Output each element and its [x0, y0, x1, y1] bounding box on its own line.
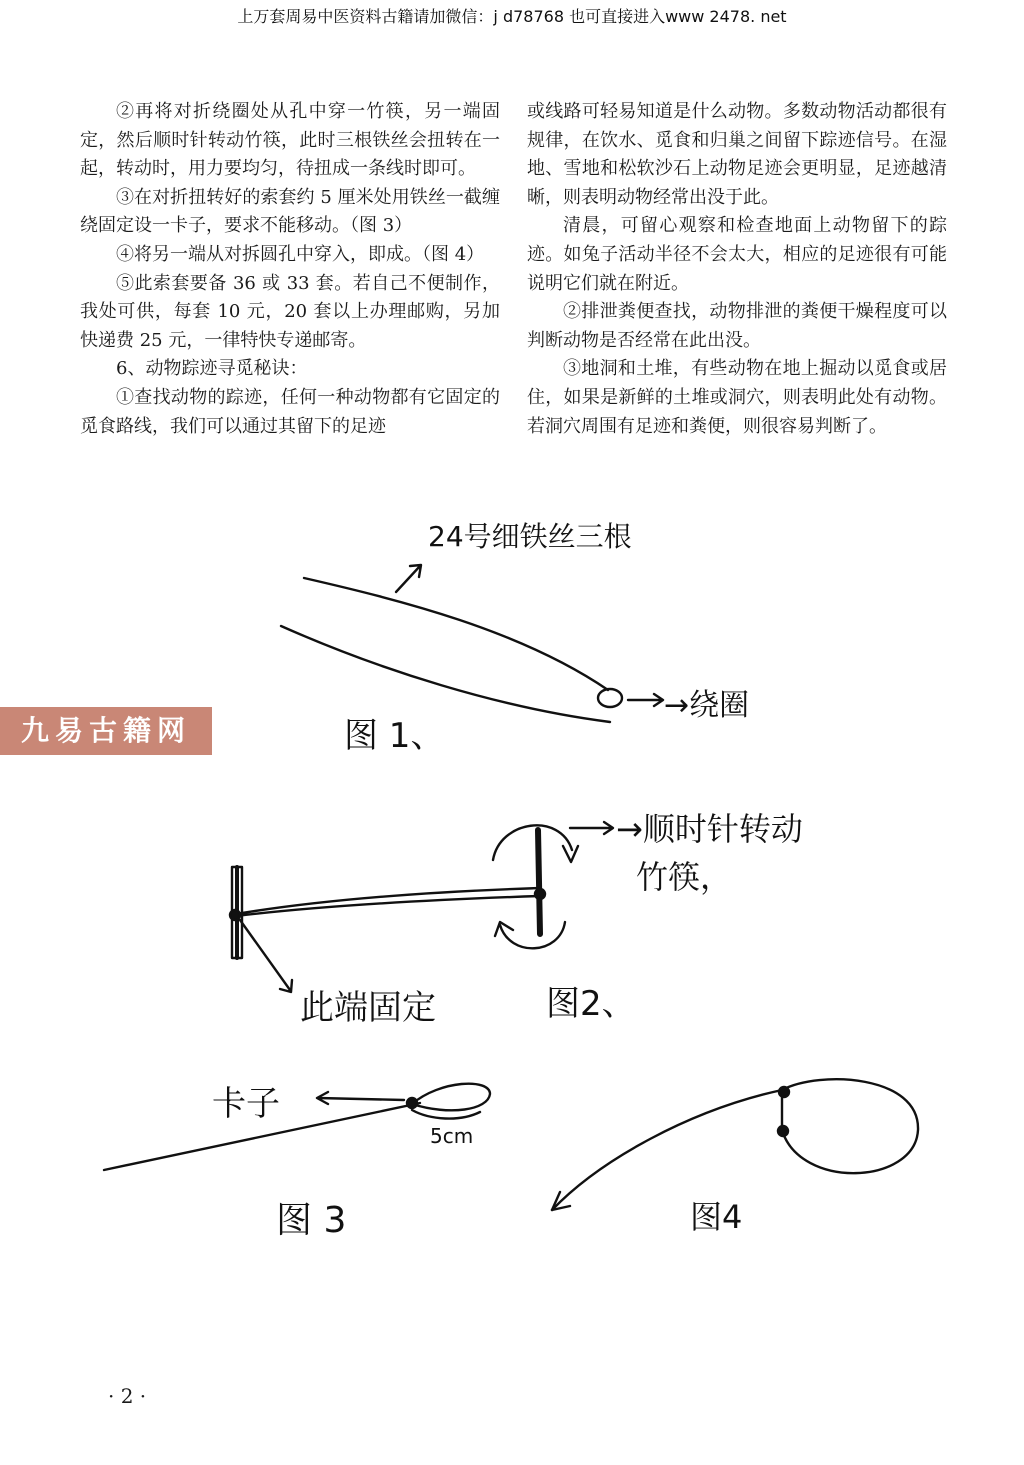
loop-joint-bottom	[778, 1126, 788, 1136]
figure-2-caption: 图2、	[546, 984, 636, 1024]
figure-1-loop-label: →绕圈	[664, 688, 750, 723]
chopstick	[538, 830, 540, 934]
paragraph: ②再将对折绕圈处从孔中穿一竹筷，另一端固定，然后顺时针转动竹筷，此时三根铁丝会扭转在一起，转动时，用力要均匀，待扭成一条线时即可。	[80, 101, 500, 180]
figure-4-drawing	[552, 1079, 918, 1210]
loop-label-arrow	[628, 694, 663, 706]
rotate-label-arrow	[570, 822, 613, 834]
figure-3-clip-label: 卡子	[212, 1084, 280, 1124]
wire-lower-line	[281, 626, 610, 722]
paragraph: 清晨，可留心观察和检查地面上动物留下的踪迹。如兔子活动半径不会太大，相应的足迹很有可能说明它们就在附近。	[527, 215, 947, 294]
page-number: · 2 ·	[108, 1384, 147, 1408]
twisted-wires	[236, 888, 540, 916]
wire-label-arrow	[396, 565, 421, 592]
figure-2-rotate-label: →顺时针转动	[616, 810, 803, 848]
figure-4-caption: 图4	[690, 1198, 743, 1236]
figure-2-fixed-end-label: 此端固定	[300, 988, 436, 1028]
fixed-label-arrow	[240, 920, 292, 992]
wire-upper-line	[304, 578, 608, 690]
page-header-notice: 上万套周易中医资料古籍请加微信：j d78768 也可直接进入www 2478. net	[237, 7, 787, 26]
site-watermark: 九易古籍网	[0, 707, 212, 755]
paragraph: ①查找动物的踪迹，任何一种动物都有它固定的觅食路线，我们可以通过其留下的足迹	[80, 386, 500, 437]
paragraph: ②排泄粪便查找，动物排泄的粪便干燥程度可以判断动物是否经常在此出没。	[527, 301, 947, 351]
section-heading: 6、动物踪迹寻觅秘诀：	[116, 358, 308, 380]
clip-arrow	[317, 1092, 404, 1104]
paragraph: ③地洞和土堆，有些动物在地上掘动以觅食或居住，如果是新鲜的土堆或洞穴，则表明此处有动物。若洞穴周围有足迹和粪便，则很容易判断了。	[527, 358, 947, 437]
snare-loop	[412, 1084, 490, 1111]
snare-wire	[552, 1090, 782, 1210]
figure-1-wire-label: 24号细铁丝三根	[428, 520, 632, 553]
clip-joint	[407, 1098, 417, 1108]
closed-loop	[782, 1079, 918, 1173]
rotation-arrow-bottom	[495, 922, 565, 948]
figure-3-length-label: 5cm	[430, 1124, 474, 1148]
paragraph-continuation: 或线路可轻易知道是什么动物。多数动物活动都很有规律，在饮水、觅食和归巢之间留下踪迹信号。在湿地、雪地和松软沙石上动物足迹会更明显，足迹越清晰，则表明动物经常出没于此。	[527, 101, 947, 208]
paragraph: ③在对折扭转好的索套约 5 厘米处用铁丝一截缠绕固定设一卡子，要求不能移动。（图 3）	[80, 186, 500, 237]
paragraph: ④将另一端从对拆圆孔中穿入，即成。（图 4）	[116, 243, 485, 265]
figure-2-drawing	[230, 822, 613, 992]
fixed-end-joint	[230, 910, 240, 920]
wire-loop	[598, 689, 622, 707]
figure-1-caption: 图 1、	[344, 716, 445, 756]
figure-2-chopstick-label: 竹筷，	[636, 858, 733, 896]
figure-1-drawing	[281, 565, 663, 722]
wire-chopstick-joint	[535, 889, 545, 899]
loop-joint-top	[779, 1087, 789, 1097]
paragraph: ⑤此索套要备 36 或 33 套。若自己不便制作，我处可供，每套 10 元，20 套以上办理邮购，另加快递费 25 元，一律特快专递邮寄。	[80, 272, 500, 351]
figure-3-caption: 图 3	[276, 1200, 347, 1241]
